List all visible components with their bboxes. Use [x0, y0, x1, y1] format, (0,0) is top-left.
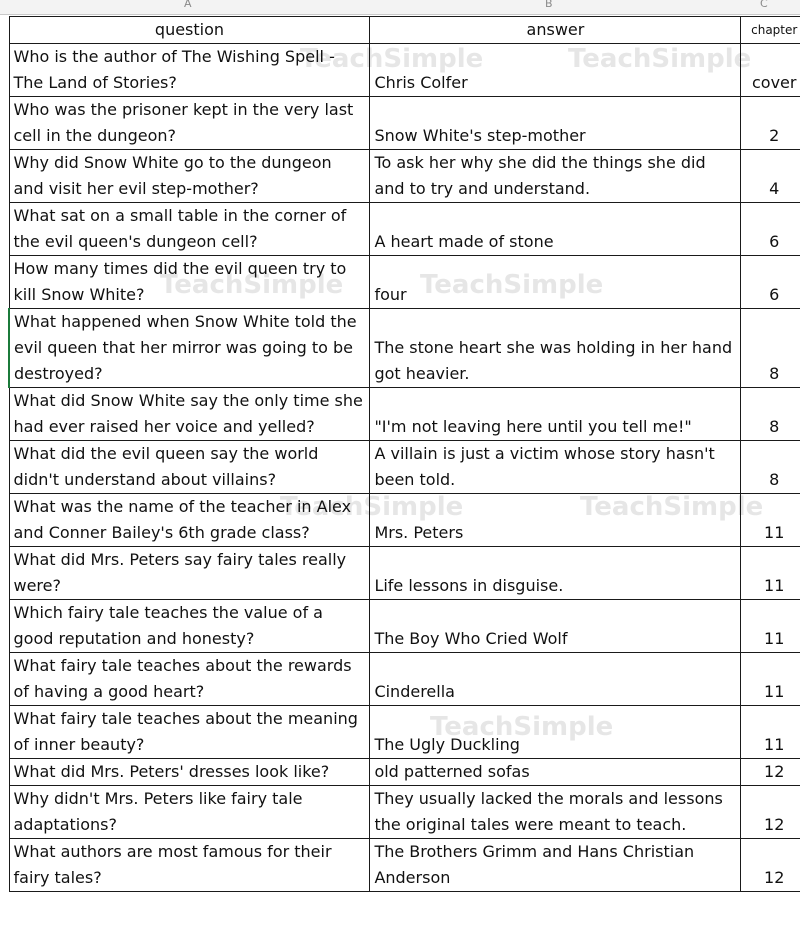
question-cell[interactable]: What sat on a small table in the corner of the evil queen's dungeon cell? — [9, 203, 370, 256]
chapter-cell[interactable]: 2 — [741, 97, 800, 150]
chapter-cell[interactable]: cover — [741, 44, 800, 97]
table-row — [9, 653, 800, 706]
question-cell[interactable]: What did Snow White say the only time she had ever raised her voice and yelled? — [9, 388, 370, 441]
question-cell[interactable]: What did the evil queen say the world didn't understand about villains? — [9, 441, 370, 494]
chapter-cell[interactable]: 12 — [741, 786, 800, 839]
question-cell[interactable]: What did Mrs. Peters say fairy tales really were? — [9, 547, 370, 600]
answer-cell[interactable]: The Ugly Duckling — [370, 706, 741, 759]
answer-cell[interactable]: They usually lacked the morals and lessons the original tales were meant to teach. — [370, 786, 741, 839]
watermark-logo: TeachSimple — [280, 492, 464, 522]
table-row — [9, 441, 800, 494]
watermark-logo: TeachSimple — [300, 44, 484, 74]
chapter-cell[interactable]: 6 — [741, 256, 800, 309]
answer-cell[interactable]: The Boy Who Cried Wolf — [370, 600, 741, 653]
chapter-cell[interactable]: 11 — [741, 706, 800, 759]
question-cell[interactable]: What authors are most famous for their fairy tales? — [9, 839, 370, 892]
watermark-logo: TeachSimple — [160, 270, 344, 300]
spreadsheet-table — [8, 16, 800, 892]
column-letter-a[interactable]: A — [184, 0, 192, 10]
chapter-cell[interactable]: 11 — [741, 547, 800, 600]
answer-cell[interactable]: Mrs. Peters — [370, 494, 741, 547]
answer-cell[interactable]: Chris Colfer — [370, 44, 741, 97]
header-chapter[interactable]: chapter — [741, 17, 800, 44]
chapter-cell[interactable]: 8 — [741, 309, 800, 388]
question-cell[interactable]: What fairy tale teaches about the rewards of having a good heart? — [9, 653, 370, 706]
chapter-cell[interactable]: 12 — [741, 759, 800, 786]
answer-cell[interactable]: A villain is just a victim whose story hasn't been told. — [370, 441, 741, 494]
table-row — [9, 759, 800, 786]
watermark-logo: TeachSimple — [430, 712, 614, 742]
table-row — [9, 256, 800, 309]
table-row — [9, 150, 800, 203]
chapter-cell[interactable]: 8 — [741, 441, 800, 494]
answer-cell[interactable]: old patterned sofas — [370, 759, 741, 786]
watermark-logo: TeachSimple — [568, 44, 752, 74]
question-cell[interactable]: Why did Snow White go to the dungeon and visit her evil step-mother? — [9, 150, 370, 203]
chapter-cell[interactable]: 12 — [741, 839, 800, 892]
column-letter-b[interactable]: B — [545, 0, 553, 10]
column-header-bar — [0, 0, 800, 15]
table-row — [9, 786, 800, 839]
table-row — [9, 44, 800, 97]
chapter-cell[interactable]: 4 — [741, 150, 800, 203]
question-cell[interactable]: What fairy tale teaches about the meaning of inner beauty? — [9, 706, 370, 759]
table-row — [9, 309, 800, 388]
question-cell[interactable]: What was the name of the teacher in Alex and Conner Bailey's 6th grade class? — [9, 494, 370, 547]
question-cell[interactable]: Which fairy tale teaches the value of a good reputation and honesty? — [9, 600, 370, 653]
table-row — [9, 706, 800, 759]
header-answer[interactable]: answer — [370, 17, 741, 44]
table-row — [9, 547, 800, 600]
question-cell[interactable]: Why didn't Mrs. Peters like fairy tale adaptations? — [9, 786, 370, 839]
question-cell[interactable]: Who was the prisoner kept in the very last cell in the dungeon? — [9, 97, 370, 150]
table-row — [9, 97, 800, 150]
table-row — [9, 388, 800, 441]
answer-cell[interactable]: A heart made of stone — [370, 203, 741, 256]
table-row — [9, 839, 800, 892]
answer-cell[interactable]: Life lessons in disguise. — [370, 547, 741, 600]
header-question[interactable]: question — [9, 17, 370, 44]
answer-cell[interactable]: Cinderella — [370, 653, 741, 706]
question-cell[interactable]: Who is the author of The Wishing Spell - The Land of Stories? — [9, 44, 370, 97]
chapter-cell[interactable]: 11 — [741, 653, 800, 706]
question-cell[interactable]: How many times did the evil queen try to kill Snow White? — [9, 256, 370, 309]
chapter-cell[interactable]: 8 — [741, 388, 800, 441]
answer-cell[interactable]: "I'm not leaving here until you tell me!" — [370, 388, 741, 441]
answer-cell[interactable]: Snow White's step-mother — [370, 97, 741, 150]
answer-cell[interactable]: The stone heart she was holding in her hand got heavier. — [370, 309, 741, 388]
watermark-logo: TeachSimple — [580, 492, 764, 522]
watermark-logo: TeachSimple — [420, 270, 604, 300]
chapter-cell[interactable]: 11 — [741, 494, 800, 547]
table-row — [9, 494, 800, 547]
question-cell[interactable]: What did Mrs. Peters' dresses look like? — [9, 759, 370, 786]
question-cell[interactable]: What happened when Snow White told the evil queen that her mirror was going to be destroyed? — [9, 309, 370, 388]
answer-cell[interactable]: To ask her why she did the things she did and to try and understand. — [370, 150, 741, 203]
column-letter-c[interactable]: C — [760, 0, 768, 10]
table-row — [9, 203, 800, 256]
answer-cell[interactable]: The Brothers Grimm and Hans Christian Anderson — [370, 839, 741, 892]
chapter-cell[interactable]: 11 — [741, 600, 800, 653]
chapter-cell[interactable]: 6 — [741, 203, 800, 256]
answer-cell[interactable]: four — [370, 256, 741, 309]
table-row — [9, 600, 800, 653]
